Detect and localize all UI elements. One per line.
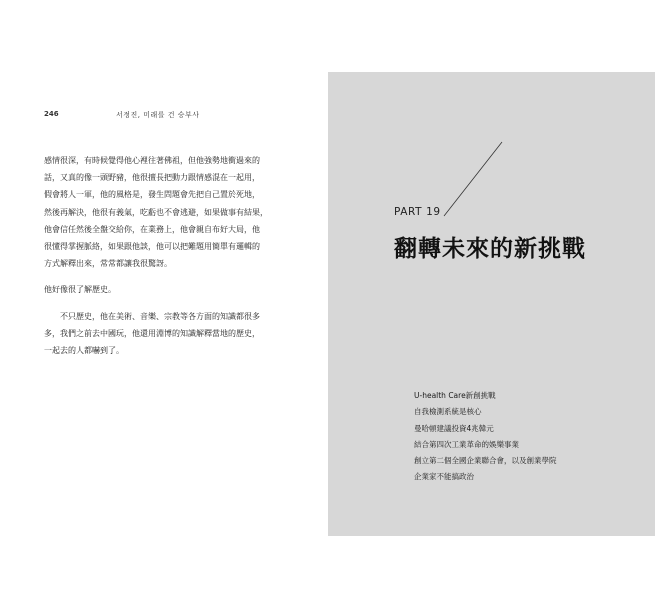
part-title: 翻轉未來的新挑戰 xyxy=(394,235,586,262)
paragraph xyxy=(44,308,280,360)
text-line: 話，又真的像一頭野豬，他很擅長把動力跟情感混在一起用， xyxy=(44,173,260,183)
paragraph xyxy=(44,281,280,298)
text-line: 很懂得掌握脈絡，如果跟他談，他可以把難題用簡單有邏輯的 xyxy=(44,242,260,252)
topic-item: 創立第二個全國企業聯合會，以及創業學院 xyxy=(414,456,557,466)
topic-item: 結合第四次工業革命的娛樂事業 xyxy=(414,439,519,449)
topic-item: 企業家不能搞政治 xyxy=(414,472,474,482)
page-number: 246 xyxy=(44,110,59,118)
running-title: 서정진, 미래를 건 승부사 xyxy=(116,111,200,119)
part-label: PART 19 xyxy=(394,206,441,218)
text-line: 一起去的人都嚇到了。 xyxy=(44,346,124,356)
text-line: 感情很深，有時候覺得他心裡往著佛祖，但他強勢地衝過來的 xyxy=(44,156,260,165)
text-line: 他會信任然後全盤交給你，在業務上，他會親自布好大局，他 xyxy=(44,224,260,234)
text-line: 假會將人一軍，他的風格是，發生問題會先把自己置於死地， xyxy=(44,190,260,200)
text-line: 多，我們之前去中國玩，他還用淵博的知識解釋當地的歷史， xyxy=(44,328,260,338)
text-line: 不只歷史，他在美術、音樂、宗教等各方面的知識都很多 xyxy=(60,311,260,321)
topic-item: 曼哈頓建議投資4兆韓元 xyxy=(414,423,494,433)
topic-list xyxy=(414,388,557,486)
paragraph xyxy=(44,152,280,272)
topic-item: U-health Care新創挑戰 xyxy=(414,391,496,400)
text-line: 方式解釋出來，常常都讓我很驚訝。 xyxy=(44,259,172,269)
text-line: 他好像很了解歷史。 xyxy=(44,285,116,295)
right-page xyxy=(328,72,655,536)
body-text xyxy=(44,152,280,359)
slash-line xyxy=(444,142,502,216)
paragraph-gap xyxy=(44,299,280,308)
topic-item: 自我檢測系統是核心 xyxy=(414,407,482,417)
paragraph-gap xyxy=(44,272,280,281)
text-line: 然後再解決，他很有義氣，吃虧也不會逃避，如果做事有結果， xyxy=(44,207,268,217)
